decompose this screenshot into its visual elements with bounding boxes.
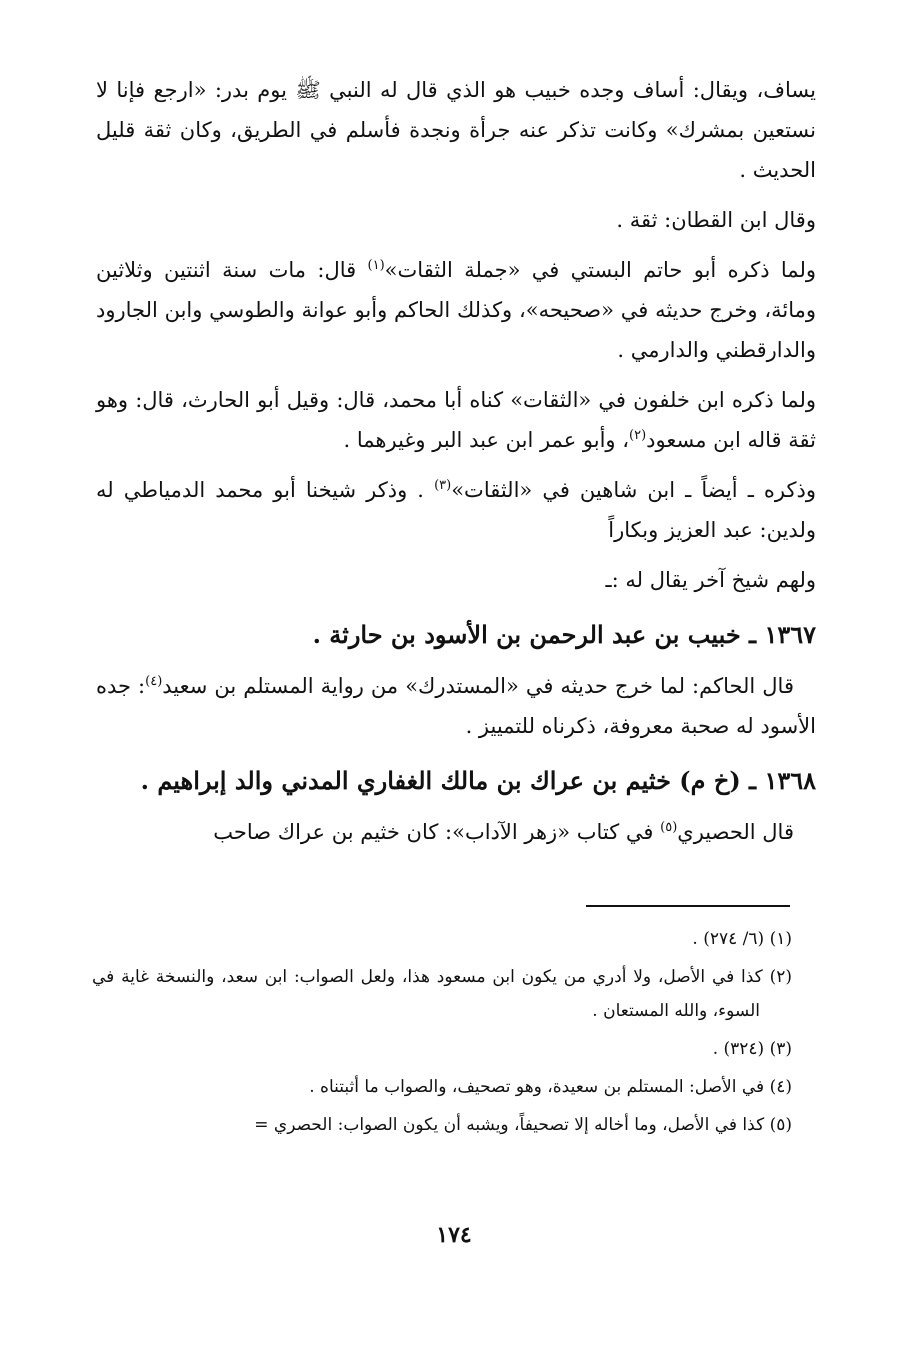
footnote-separator — [586, 905, 790, 907]
footnote-ref-5: (٥) — [660, 820, 678, 835]
paragraph-text: في كتاب «زهر الآداب»: كان خثيم بن عراك صاحب — [213, 820, 661, 844]
paragraph-another-shaykh — [96, 560, 816, 600]
paragraph-text: ولهم شيخ آخر يقال له :ـ — [605, 568, 816, 592]
paragraph-text: وذكره ـ أيضاً ـ ابن شاهين في «الثقات» — [451, 478, 816, 502]
paragraph-ibn-al-qattan — [96, 200, 816, 240]
paragraph-ibn-khalfun — [96, 380, 816, 460]
paragraph-text: ، وأبو عمر ابن عبد البر وغيرهما . — [343, 428, 630, 452]
paragraph-al-husayri — [96, 812, 816, 852]
paragraph-ibn-shahin — [96, 470, 816, 550]
footnote-ref-3: (٣) — [434, 478, 452, 493]
footnotes — [92, 922, 792, 1146]
main-text — [96, 70, 816, 862]
paragraph-al-hakim — [96, 666, 816, 746]
footnote-4: (٤) في الأصل: المستلم بن سعيدة، وهو تصحيف، والصواب ما أثبتناه . — [309, 1077, 792, 1097]
footnote-5: (٥) كذا في الأصل، وما أخاله إلا تصحيفاً، ويشبه أن يكون الصواب: الحصري = — [254, 1115, 792, 1135]
paragraph-abu-hatim — [96, 250, 816, 370]
footnote-ref-2: (٢) — [629, 428, 647, 443]
page-number: ١٧٤ — [436, 1222, 472, 1248]
paragraph-text: قال: مات سنة اثنتين وثلاثين ومائة، وخرج حديثه في «صحيحه»، وكذلك الحاكم وأبو عوانة والطوسي وابن الجارود والدارقطني والدارمي . — [96, 258, 816, 362]
paragraph-text: ولما ذكره أبو حاتم البستي في «جملة الثقات» — [384, 258, 816, 282]
paragraph-text: قال الحصيري — [677, 820, 794, 844]
paragraph-text: وقال ابن القطان: ثقة . — [616, 208, 816, 232]
paragraph-text: يساف، ويقال: أساف وجده خبيب هو الذي قال له النبي ﷺ يوم بدر: «ارجع فإنا لا نستعين بمشرك» وكانت تذكر عنه جرأة ونجدة فأسلم في الطريق، وكان ثقة قليل الحديث . — [96, 78, 816, 182]
paragraph-text: : جده الأسود له صحبة معروفة، ذكرناه للتمييز . — [96, 674, 816, 738]
entry-heading-1367: ١٣٦٧ ـ خبيب بن عبد الرحمن بن الأسود بن حارثة . — [312, 620, 816, 649]
paragraph-text: ولما ذكره ابن خلفون في «الثقات» كناه أبا محمد، قال: وقيل أبو الحارث، قال: وهو ثقة قاله ابن مسعود — [96, 388, 816, 452]
footnote-ref-1: (١) — [367, 258, 385, 273]
footnote-ref-4: (٤) — [145, 674, 163, 689]
footnote-1: (١) (٦/ ٢٧٤) . — [692, 929, 792, 949]
entry-heading-1368: ١٣٦٨ ـ (خ م) خثيم بن عراك بن مالك الغفاري المدني والد إبراهيم . — [140, 766, 816, 795]
paragraph-text: . وذكر شيخنا أبو محمد الدمياطي له ولدين: عبد العزيز وبكاراً — [96, 478, 816, 542]
footnote-2: (٢) كذا في الأصل، ولا أدري من يكون ابن مسعود هذا، ولعل الصواب: ابن سعد، والنسخة غاية في السوء، والله المستعان . — [92, 967, 792, 1021]
footnote-3: (٣) (٣٢٤) . — [712, 1039, 792, 1059]
paragraph-yasaf — [96, 70, 816, 190]
paragraph-text: قال الحاكم: لما خرج حديثه في «المستدرك» من رواية المستلم بن سعيد — [162, 674, 794, 698]
